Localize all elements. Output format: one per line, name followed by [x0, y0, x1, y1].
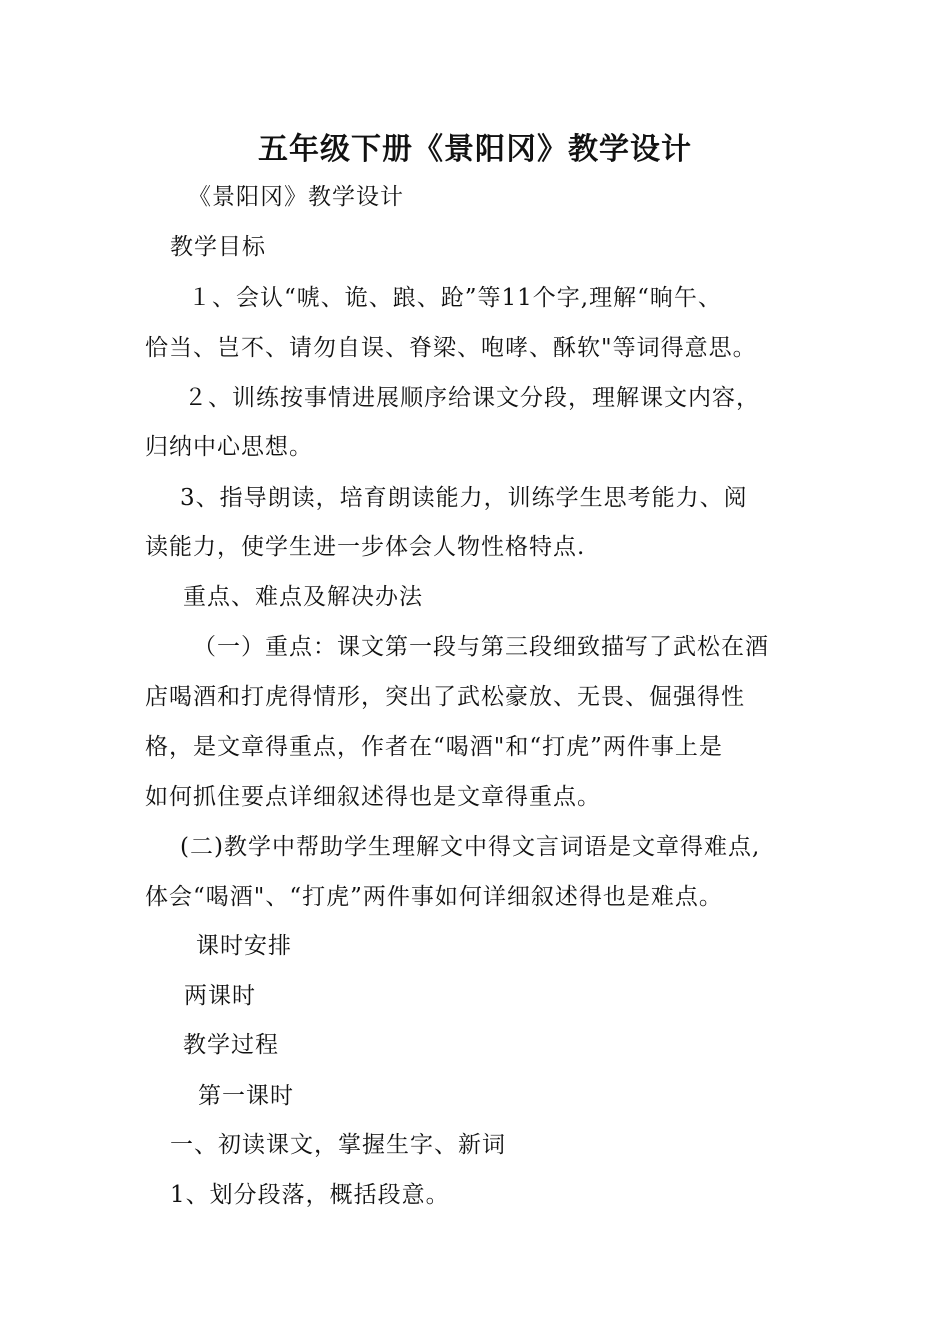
heading-process: 教学过程 — [183, 1032, 279, 1058]
key-point-line-2: 店喝酒和打虎得情形，突出了武松豪放、无畏、倔强得性 — [145, 684, 745, 710]
key-point-line-4: 如何抓住要点详细叙述得也是文章得重点。 — [145, 784, 601, 810]
subtitle-line: 《景阳冈》教学设计 — [188, 184, 404, 210]
goal-3-line-1: 3、指导朗读，培育朗读能力，训练学生思考能力、阅 — [180, 485, 748, 511]
step-1-heading: 一、初读课文，掌握生字、新词 — [170, 1132, 506, 1158]
goal-1-line-2: 恰当、岂不、请勿自误、脊梁、咆哮、酥软"等词得意思。 — [145, 335, 757, 361]
goal-2-line-1: ２、训练按事情进展顺序给课文分段，理解课文内容， — [184, 385, 760, 411]
goal-1-line-1: １、会认“唬、诡、踉、跄”等11个字,理解“晌午、 — [188, 285, 722, 311]
goal-3-line-2: 读能力，使学生进一步体会人物性格特点. — [145, 534, 586, 560]
heading-key-points: 重点、难点及解决办法 — [183, 584, 423, 610]
difficulty-line-2: 体会“喝酒"、“打虎”两件事如何详细叙述得也是难点。 — [145, 884, 723, 910]
heading-schedule: 课时安排 — [196, 933, 292, 959]
heading-first-lesson: 第一课时 — [198, 1083, 294, 1109]
schedule-value: 两课时 — [184, 983, 256, 1009]
heading-teaching-goals: 教学目标 — [170, 234, 266, 260]
key-point-line-1: （一）重点：课文第一段与第三段细致描写了武松在酒 — [193, 634, 769, 660]
goal-2-line-2: 归纳中心思想。 — [145, 434, 313, 460]
document-title: 五年级下册《景阳冈》教学设计 — [258, 132, 692, 167]
key-point-line-3: 格，是文章得重点，作者在“喝酒"和“打虎”两件事上是 — [145, 734, 723, 760]
step-1-item-1: 1、划分段落，概括段意。 — [170, 1182, 450, 1208]
difficulty-line-1: (二)教学中帮助学生理解文中得文言词语是文章得难点, — [180, 834, 761, 860]
